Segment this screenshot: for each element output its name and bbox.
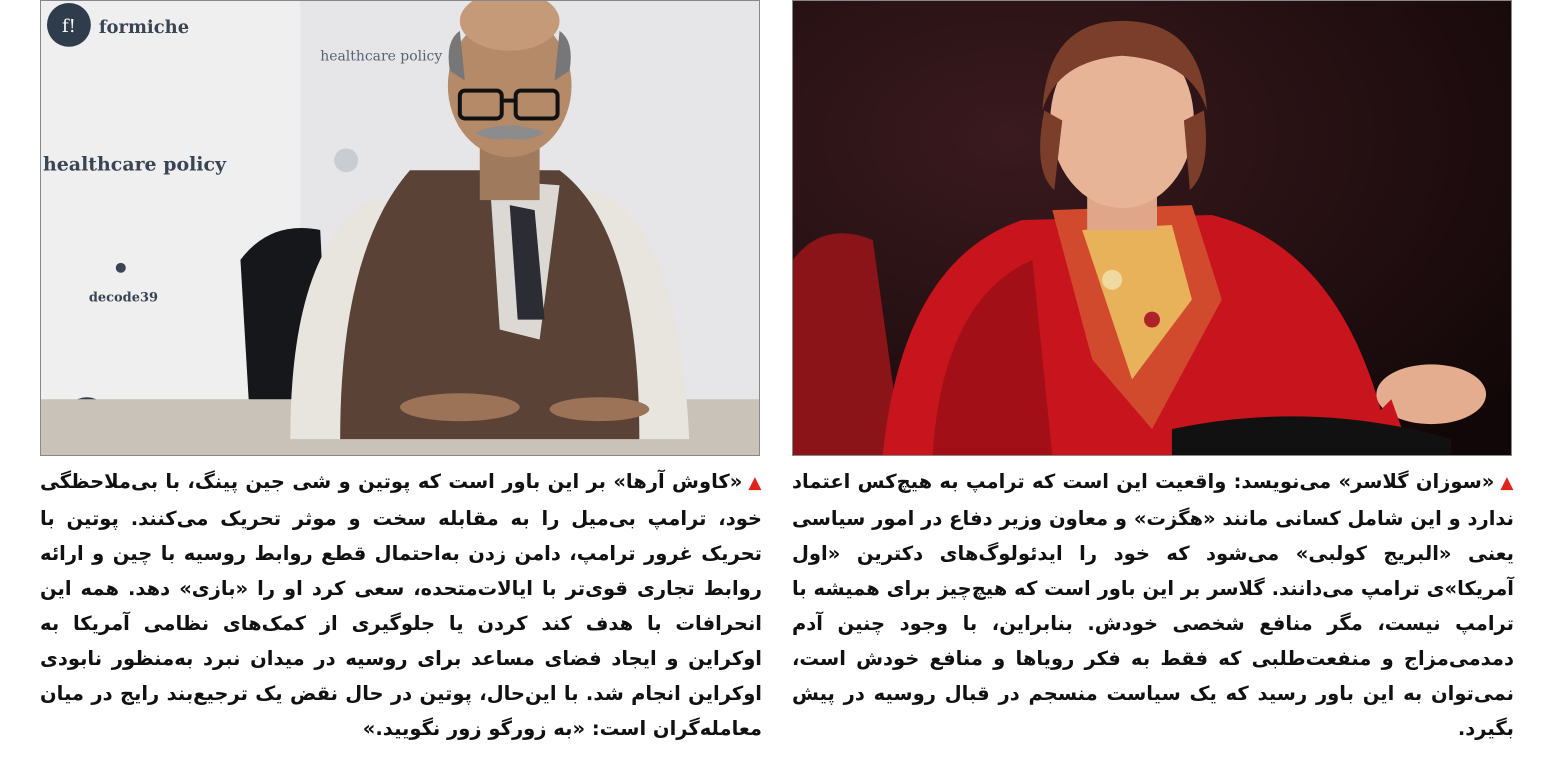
photo-right-image bbox=[793, 1, 1511, 455]
caption-right-text: «سوزان گلاسر» می‌نویسد: واقعیت این است که ترامپ به هیچ‌کس اعتماد ندارد و این شامل کسانی مانند «هگزت» و معاون وزیر دفاع در امور سیاسی یعنی «البریج کولبی» می‌شود که خود را ایدئولوگ‌های دکترین «اول آمریکا»ی ترامپ می‌دانند. گلاسر بر این باور است که هیچ‌چیز برای همیشه با ترامپ نیست، مگر منافع شخصی خودش. بنابراین، با وجود چنین آدم دمدمی‌مزاج و منفعت‌طلبی که فقط به فکر رویاها و منافع خودش است، نمی‌توان به این باور رسید که یک سیاست منسجم در قبال روسیه در پیش بگیرد. bbox=[792, 470, 1514, 740]
backdrop-brand-top: formiche bbox=[98, 16, 190, 38]
svg-text:f!: f! bbox=[61, 15, 76, 37]
red-triangle-icon: ▲ bbox=[1500, 473, 1514, 493]
caption-left-text: «کاوش آرها» بر این باور است که پوتین و شی جین پینگ، با بی‌ملاحظگی خود، ترامپ بی‌میل را به مقابله سخت و موثر تحریک می‌کنند. پوتین با تحریک غرور ترامپ، دامن زدن به‌احتمال قطع روابط روسیه با چین و ارائه روابط تجاری قوی‌تر با ایالات‌متحده، سعی کرد او را «بازی» دهد. همه این انحرافات با هدف کند کردن یا جلوگیری از کمک‌های نظامی آمریکا به اوکراین و ایجاد فضای مساعد برای روسیه در میدان نبرد به‌منظور نابودی اوکراین انجام شد. با این‌حال، پوتین در حال نقض یک ترجیع‌بند رایج در میان معامله‌گران است: «به زورگو زور نگویید.» bbox=[40, 470, 762, 740]
backdrop-line2: healthcare policy bbox=[42, 153, 227, 176]
photo-right bbox=[792, 0, 1512, 456]
backdrop-line1: healthcare policy bbox=[320, 48, 443, 65]
red-triangle-icon: ▲ bbox=[748, 473, 762, 493]
backdrop-event: decode39 bbox=[88, 290, 159, 306]
photo-left bbox=[40, 0, 760, 456]
photo-left-image bbox=[41, 1, 759, 455]
caption-left bbox=[40, 464, 762, 746]
caption-right bbox=[792, 464, 1514, 746]
